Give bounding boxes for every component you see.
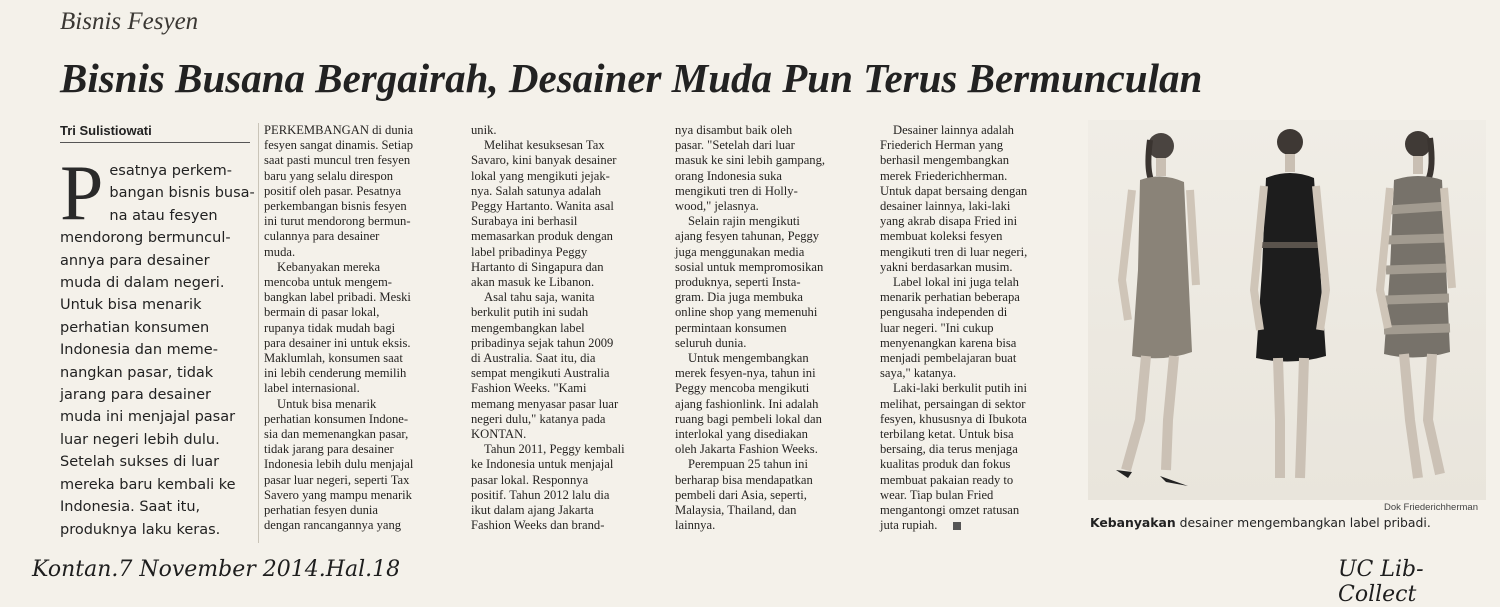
column-line: culannya para desainer	[264, 229, 380, 244]
column-line: sosial untuk mempromosikan	[675, 259, 824, 274]
article-column-4	[880, 123, 1072, 533]
column-divider	[258, 123, 259, 543]
column-line: rupanya tidak mudah bagi	[264, 320, 396, 335]
column-line: Peggy mencoba mengikuti	[675, 381, 810, 396]
byline: Tri Sulistiowati	[60, 123, 152, 138]
column-line: menarik perhatian beberapa	[880, 290, 1020, 305]
column-line: wear. Tiap bulan Fried	[880, 487, 994, 502]
caption-bold: Kebanyakan	[1090, 515, 1176, 530]
column-line: perhatian konsumen Indone-	[264, 411, 409, 426]
lead-line: produknya laku keras.	[60, 521, 221, 538]
column-line: Asal tahu saja, wanita	[484, 290, 595, 305]
column-line: Untuk bisa menarik	[277, 396, 377, 411]
headline: Bisnis Busana Bergairah, Desainer Muda Pun Terus Bermunculan	[60, 55, 1203, 101]
column-line: bangkan label pribadi. Meski	[264, 290, 411, 305]
lead-line: luar negeri lebih dulu.	[60, 431, 220, 448]
column-line: perkembangan bisnis fesyen	[264, 199, 407, 214]
column-line: sia dan memenangkan pasar,	[264, 427, 409, 442]
column-line: Perempuan 25 tahun ini	[688, 457, 808, 472]
article-column-2	[471, 123, 663, 533]
column-line: lainnya.	[675, 518, 716, 533]
column-line: menyenangkan karena bisa	[880, 335, 1017, 350]
column-line: tidak jarang para desainer	[264, 442, 394, 457]
column-line: baru yang selalu direspon	[264, 168, 394, 183]
column-line: merek Friederichherman.	[880, 168, 1008, 183]
column-line: ajang fesyen tahunan, Peggy	[675, 229, 820, 244]
column-line: perhatian fesyen dunia	[264, 503, 378, 518]
column-line: akan masuk ke Libanon.	[471, 275, 595, 290]
lead-line: annya para desainer	[60, 252, 210, 269]
article-column-3	[675, 123, 867, 533]
lead-line: Untuk bisa menarik	[60, 297, 202, 314]
model-2-figure	[1254, 129, 1326, 478]
column-line: memang menyasar pasar luar	[471, 396, 619, 411]
column-line: berharap bisa mendapatkan	[675, 472, 813, 487]
lead-line: Indonesia. Saat itu,	[60, 499, 201, 516]
column-line: Label lokal ini juga telah	[893, 275, 1019, 290]
column-line: kualitas produk dan fokus	[880, 457, 1011, 472]
column-line: ini lebih cenderung memilih	[264, 366, 407, 381]
column-line: mengantongi omzet ratusan	[880, 503, 1020, 518]
column-line: berhasil mengembangkan	[880, 153, 1010, 168]
column-line: ini turut mendorong bermun-	[264, 214, 411, 229]
column-line: KONTAN.	[471, 427, 527, 442]
column-line: Surabaya ini berhasil	[471, 214, 578, 229]
column-line: Maklumlah, konsumen saat	[264, 351, 403, 366]
column-line: online shop yang memenuhi	[675, 305, 818, 320]
column-line: menjadi pembelajaran buat	[880, 351, 1017, 366]
column-line: pasar lokal. Responnya	[471, 472, 589, 487]
column-line: Hartanto di Singapura dan	[471, 259, 604, 274]
model-1-figure	[1116, 133, 1196, 486]
column-line: ajang fashionlink. Ini adalah	[675, 396, 819, 411]
column-line: Melihat kesuksesan Tax	[484, 138, 605, 153]
column-line: membuat koleksi fesyen	[880, 229, 1003, 244]
column-line: Untuk dapat bersaing dengan	[880, 183, 1028, 198]
lead-line: mereka baru kembali ke	[60, 476, 236, 493]
column-line: Malaysia, Thailand, dan	[675, 503, 797, 518]
column-line: terbilang ketat. Untuk bisa	[880, 427, 1014, 442]
column-line: fesyen, khususnya di Ibukota	[880, 411, 1027, 426]
column-line: ke Indonesia untuk menjajal	[471, 457, 614, 472]
column-line: di Australia. Saat itu, dia	[471, 351, 596, 366]
model-3-figure	[1380, 131, 1452, 478]
column-line: ikut dalam ajang Jakarta	[471, 503, 594, 518]
column-line: pembeli dari Asia, seperti,	[675, 487, 807, 502]
column-line: para desainer ini untuk eksis.	[264, 335, 411, 350]
lead-line: mendorong bermuncul-	[60, 230, 231, 247]
column-line: luar negeri. "Ini cukup	[880, 320, 994, 335]
lead-line: jarang para desainer	[60, 387, 211, 404]
column-line: permintaan konsumen	[675, 320, 787, 335]
column-line: sempat mengikuti Australia	[471, 366, 610, 381]
column-line: Kebanyakan mereka	[277, 259, 381, 274]
column-line: yakni berdasarkan musim.	[880, 259, 1013, 274]
lead-line: Setelah sukses di luar	[60, 454, 220, 471]
column-line: Savero yang mampu menarik	[264, 487, 412, 502]
column-line: saat pasti muncul tren fesyen	[264, 153, 411, 168]
column-line: Desainer lainnya adalah	[893, 123, 1014, 137]
column-line: pasar luar negeri, seperti Tax	[264, 472, 410, 487]
photo-caption	[1090, 515, 1431, 530]
lead-line: nangkan pasar, tidak	[60, 364, 214, 381]
column-line: juta rupiah.	[880, 518, 1072, 533]
column-line: muda.	[264, 244, 296, 259]
collection-label: UC Lib-Collect	[1338, 557, 1424, 607]
column-line: interlokal yang disediakan	[675, 427, 808, 442]
lead-line: perhatian konsumen	[60, 319, 210, 336]
column-line: Fashion Weeks dan brand-	[471, 518, 605, 533]
column-line: lokal yang mengikuti jejak-	[471, 168, 610, 183]
lead-line: muda di dalam negeri.	[60, 275, 225, 292]
column-line: bermain di pasar lokal,	[264, 305, 380, 320]
column-line: oleh Jakarta Fashion Weeks.	[675, 442, 818, 457]
column-line: Friederich Herman yang	[880, 138, 1004, 153]
column-line: berkulit putih ini sudah	[471, 305, 589, 320]
caption-text: desainer mengembangkan label pribadi.	[1175, 515, 1431, 530]
column-line: label pribadinya Peggy	[471, 244, 588, 259]
column-line: nya. Salah satunya adalah	[471, 183, 602, 198]
lead-line: esatnya perkem-	[109, 163, 232, 179]
column-line: nya disambut baik oleh	[675, 123, 793, 137]
lead-line: na atau fesyen	[109, 207, 218, 224]
dropcap: P	[60, 149, 104, 236]
column-line: pribadinya sejak tahun 2009	[471, 335, 614, 350]
column-line: Selain rajin mengikuti	[688, 214, 800, 229]
fashion-photo	[1088, 120, 1486, 500]
lead-line: bangan bisnis busa-	[109, 185, 255, 202]
column-line: produknya, seperti Insta-	[675, 275, 801, 290]
column-line: positif oleh pasar. Pesatnya	[264, 183, 402, 198]
column-line: Savaro, kini banyak desainer	[471, 153, 617, 168]
column-line: ruang bagi pembeli lokal dan	[675, 411, 822, 426]
rubric: Bisnis Fesyen	[60, 8, 199, 35]
column-line: merek fesyen-nya, tahun ini	[675, 366, 816, 381]
column-line: yang akrab disapa Fried ini	[880, 214, 1018, 229]
column-line: wood," jelasnya.	[675, 199, 759, 214]
end-mark-icon	[953, 522, 961, 530]
column-line: Untuk mengembangkan	[688, 351, 809, 366]
lead-line: muda ini menjajal pasar	[60, 409, 236, 426]
column-line: seluruh dunia.	[675, 335, 747, 350]
column-line: unik.	[471, 123, 497, 137]
lead-paragraph	[60, 149, 255, 541]
column-line: label internasional.	[264, 381, 360, 396]
column-line: bersaing, dia terus menjaga	[880, 442, 1018, 457]
column-line: masuk ke sini lebih gampang,	[675, 153, 826, 168]
column-line: PERKEMBANGAN di dunia	[264, 123, 414, 137]
column-line: membuat pakaian ready to	[880, 472, 1014, 487]
column-line: mengembangkan label	[471, 320, 585, 335]
lead-line: Indonesia dan meme-	[60, 342, 218, 359]
column-line: melihat, persaingan di sektor	[880, 396, 1026, 411]
column-line: fesyen sangat dinamis. Setiap	[264, 138, 413, 153]
column-line: desainer lainnya, laki-laki	[880, 199, 1011, 214]
column-line: positif. Tahun 2012 lalu dia	[471, 487, 610, 502]
column-line: mengikuti tren di Holly-	[675, 183, 798, 198]
column-line: Peggy Hartanto. Wanita asal	[471, 199, 614, 214]
column-line: pasar. "Setelah dari luar	[675, 138, 795, 153]
column-line: Indonesia lebih dulu menjajal	[264, 457, 414, 472]
column-line: pengusaha independen di	[880, 305, 1008, 320]
column-line: saya," katanya.	[880, 366, 957, 381]
column-line: dengan rancangannya yang	[264, 518, 402, 533]
column-line: Laki-laki berkulit putih ini	[893, 381, 1027, 396]
column-line: juga menggunakan media	[675, 244, 805, 259]
model-1-dress	[1132, 176, 1192, 358]
column-line: negeri dulu," katanya pada	[471, 411, 606, 426]
column-line: Fashion Weeks. "Kami	[471, 381, 587, 396]
source-citation: Kontan.7 November 2014.Hal.18	[32, 557, 401, 582]
byline-divider	[60, 142, 250, 143]
column-line: orang Indonesia suka	[675, 168, 783, 183]
photo-credit: Dok Friederichherman	[1384, 502, 1478, 513]
column-line: memasarkan produk dengan	[471, 229, 613, 244]
column-line: mengikuti tren di luar negeri,	[880, 244, 1028, 259]
column-line: Tahun 2011, Peggy kembali	[484, 442, 625, 457]
article-column-1	[264, 123, 456, 533]
column-line: gram. Dia juga membuka	[675, 290, 803, 305]
column-line: mencoba untuk mengem-	[264, 275, 392, 290]
